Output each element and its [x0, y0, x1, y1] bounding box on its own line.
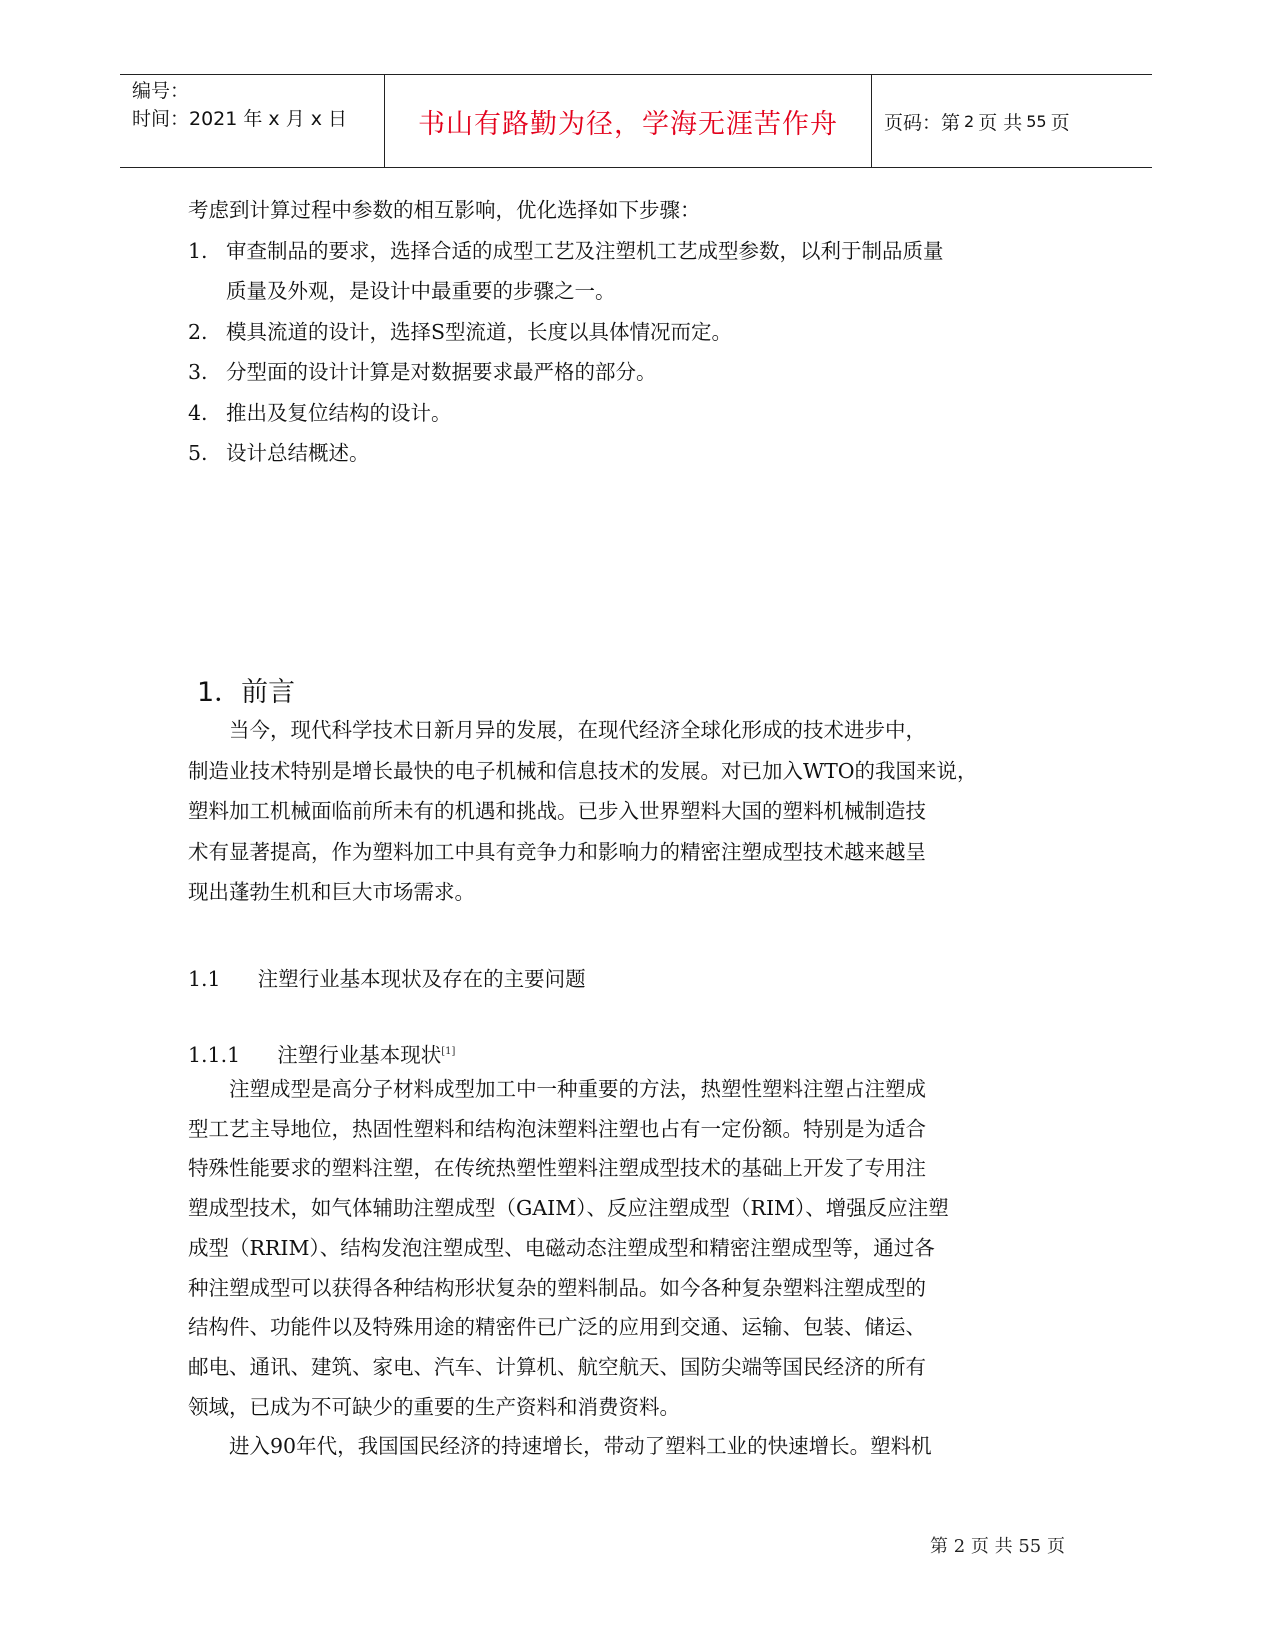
section-paragraph [188, 710, 1088, 913]
list-item-line: 审查制品的要求，选择合适的成型工艺及注塑机工艺成型参数，以利于制品质量 [226, 238, 944, 263]
paragraph-line: 特殊性能要求的塑料注塑，在传统热塑性塑料注塑成型技术的基础上开发了专用注 [188, 1156, 926, 1181]
page-header [120, 74, 1152, 168]
list-item [188, 231, 1088, 312]
paragraph-line: 塑成型技术，如气体辅助注塑成型（GAIM）、反应注塑成型（RIM）、增强反应注塑 [188, 1196, 949, 1221]
header-page-info [872, 75, 1152, 167]
paragraph-line: 术有显著提高，作为塑料加工中具有竞争力和影响力的精密注塑成型技术越来越呈 [188, 839, 926, 864]
list-marker: 4. [188, 400, 208, 425]
subsubsection-title: 注塑行业基本现状 [277, 1043, 442, 1067]
list-marker: 5. [188, 441, 208, 465]
paragraph-line: 种注塑成型可以获得各种结构形状复杂的塑料制品。如今各种复杂塑料注塑成型的 [188, 1275, 926, 1300]
header-meta-cell [120, 75, 385, 167]
intro-section [188, 190, 1088, 474]
page-total: 55 [1026, 111, 1047, 131]
page-current: 2 [964, 111, 975, 131]
page-suffix: 页 [1050, 111, 1070, 134]
section-heading: 1．前言 [197, 677, 296, 708]
list-item [188, 352, 1088, 393]
paragraph-line: 现出蓬勃生机和巨大市场需求。 [188, 880, 475, 904]
header-motto: 书山有路勤为径，学海无涯苦作舟 [385, 75, 872, 167]
subsubsection-body [188, 1070, 1088, 1467]
list-item-line: 设计总结概述。 [226, 441, 370, 465]
list-marker: 1. [188, 238, 208, 263]
list-item-line: 分型面的设计计算是对数据要求最严格的部分。 [226, 360, 657, 384]
paragraph-line: 当今，现代科学技术日新月异的发展，在现代经济全球化形成的技术进步中， [229, 718, 926, 742]
reference-marker: [1] [441, 1046, 456, 1058]
subsection-number: 1.1 [188, 967, 221, 991]
list-item [188, 433, 1088, 474]
list-item-line: 推出及复位结构的设计。 [226, 400, 452, 425]
intro-lead: 考虑到计算过程中参数的相互影响，优化选择如下步骤： [188, 198, 701, 222]
subsection-heading [188, 962, 586, 992]
paragraph-line: 进入90年代，我国国民经济的持速增长，带动了塑料工业的快速增长。塑料机 [229, 1434, 932, 1459]
list-item [188, 312, 1088, 353]
paragraph-line: 邮电、通讯、建筑、家电、汽车、计算机、航空航天、国防尖端等国民经济的所有 [188, 1354, 926, 1379]
page-mid: 页 共 [978, 111, 1023, 134]
paragraph-line: 型工艺主导地位，热固性塑料和结构泡沫塑料注塑也占有一定份额。特别是为适合 [188, 1116, 926, 1141]
list-item-line: 质量及外观，是设计中最重要的步骤之一。 [226, 279, 616, 303]
paragraph-line: 领域，已成为不可缺少的重要的生产资料和消费资料。 [188, 1394, 680, 1419]
paragraph-line: 塑料加工机械面临前所未有的机遇和挑战。已步入世界塑料大国的塑料机械制造技 [188, 799, 926, 823]
list-item [188, 393, 1088, 434]
page-prefix: 页码：第 [884, 111, 961, 134]
paragraph-line: 制造业技术特别是增长最快的电子机械和信息技术的发展。对已加入WTO的我国来说， [188, 758, 978, 783]
paragraph-line: 成型（RRIM）、结构发泡注塑成型、电磁动态注塑成型和精密注塑成型等，通过各 [188, 1235, 935, 1260]
list-item-line: 模具流道的设计，选择S型流道，长度以具体情况而定。 [226, 319, 733, 344]
document-number-label: 编号： [132, 80, 190, 102]
paragraph-line: 结构件、功能件以及特殊用途的精密件已广泛的应用到交通、运输、包装、储运、 [188, 1315, 926, 1340]
subsubsection-heading [188, 1038, 455, 1068]
document-date: 时间：2021 年 x 月 x 日 [132, 108, 348, 130]
page-footer: 第 2 页 共 55 页 [930, 1536, 1065, 1557]
list-marker: 3. [188, 360, 208, 384]
paragraph-line: 注塑成型是高分子材料成型加工中一种重要的方法，热塑性塑料注塑占注塑成 [229, 1077, 926, 1101]
list-marker: 2. [188, 319, 208, 344]
subsection-title: 注塑行业基本现状及存在的主要问题 [257, 967, 586, 991]
subsubsection-number: 1.1.1 [188, 1043, 241, 1067]
